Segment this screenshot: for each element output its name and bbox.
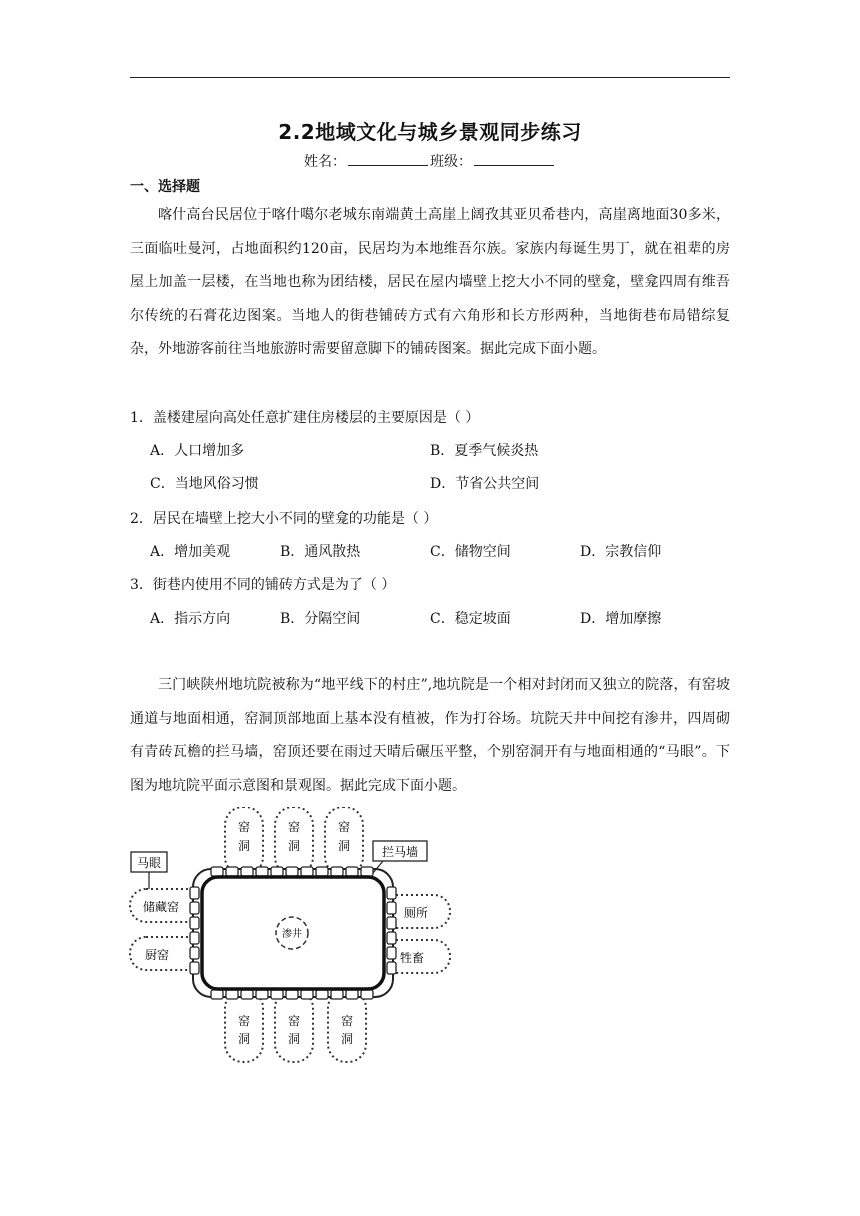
header-rule bbox=[130, 77, 730, 78]
question-2: 2．居民在墙壁上挖大小不同的壁龛的功能是（ ） bbox=[130, 511, 438, 527]
parapet-label: 拦马墙 bbox=[381, 845, 419, 859]
q2-option-d[interactable]: D．宗教信仰 bbox=[580, 544, 662, 560]
q3-option-b[interactable]: B．分隔空间 bbox=[280, 611, 361, 627]
passage-dikengyuan: 三门峡陕州地坑院被称为“地平线下的村庄”,地坑院是一个相对封闭而又独立的院落，有窑坡通道与地面相通，窑洞顶部地面上基本没有植被，作为打谷场。坑院天井中间挖有渗井，四周砌有青砖瓦檐的拦马墙，窑顶还要在雨过天晴后碾压平整，个别窑洞开有与地面相通的“马眼”。下图为地坑院平面示意图和景观图。据此完成下面小题。 bbox=[130, 677, 730, 794]
q3-option-c[interactable]: C．稳定坡面 bbox=[430, 611, 511, 627]
q2-option-a[interactable]: A．增加美观 bbox=[150, 544, 231, 560]
bottom-cave-2-char2: 洞 bbox=[287, 1032, 301, 1046]
dikengyuan-plan-figure bbox=[125, 807, 455, 1076]
ma-yan-label: 马眼 bbox=[136, 856, 162, 870]
q3-option-a[interactable]: A．指示方向 bbox=[150, 611, 231, 627]
question-1: 1．盖楼建屋向高处任意扩建住房楼层的主要原因是（ ） bbox=[130, 410, 480, 426]
q2-option-c[interactable]: C．储物空间 bbox=[430, 544, 511, 560]
bottom-cave-3-char2: 洞 bbox=[340, 1032, 354, 1046]
seepage-well-label: 渗井 bbox=[282, 929, 302, 940]
class-blank[interactable] bbox=[474, 153, 554, 166]
passage-kashgar: 喀什高台民居位于喀什噶尔老城东南端黄土高崖上阔孜其亚贝希巷内，高崖离地面30多米，三面临吐曼河，占地面积约120亩，民居均为本地维吾尔族。家族内每诞生男丁，就在祖辈的房屋上加盖一层楼，在当地也称为团结楼，居民在屋内墙壁上挖大小不同的壁龛，壁龛四周有维吾尔传统的石膏花边图案。当地人的街巷铺砖方式有六角形和长方形两种，当地街巷布局错综复杂，外地游客前往当地旅游时需要留意脚下的铺砖图案。据此完成下面小题。 bbox=[130, 207, 730, 357]
top-cave-3-char2: 洞 bbox=[337, 839, 351, 853]
storage-cave-label: 储藏窑 bbox=[142, 900, 180, 914]
q1-option-c[interactable]: C．当地风俗习惯 bbox=[150, 476, 259, 492]
question-3: 3．街巷内使用不同的铺砖方式是为了（ ） bbox=[130, 577, 396, 593]
top-cave-1-char2: 洞 bbox=[237, 839, 251, 853]
kitchen-cave-label: 厨窑 bbox=[144, 948, 170, 962]
livestock-label: 牲畜 bbox=[399, 951, 425, 965]
class-label: 班级： bbox=[430, 154, 472, 170]
q3-option-d[interactable]: D．增加摩擦 bbox=[580, 611, 662, 627]
name-label: 姓名： bbox=[304, 154, 346, 170]
plan-diagram bbox=[125, 807, 455, 1072]
page-title: 2.2地域文化与城乡景观同步练习 bbox=[278, 120, 582, 144]
top-cave-2-char2: 洞 bbox=[287, 839, 301, 853]
bottom-cave-1-char1: 窑 bbox=[237, 1014, 251, 1028]
bottom-cave-3-char1: 窑 bbox=[340, 1014, 354, 1028]
q1-option-b[interactable]: B．夏季气候炎热 bbox=[430, 443, 539, 459]
q1-option-a[interactable]: A．人口增加多 bbox=[150, 443, 245, 459]
top-cave-3-char1: 窑 bbox=[337, 820, 351, 834]
name-blank[interactable] bbox=[348, 153, 428, 166]
bottom-cave-2-char1: 窑 bbox=[287, 1014, 301, 1028]
top-cave-2-char1: 窑 bbox=[287, 820, 301, 834]
top-cave-1-char1: 窑 bbox=[237, 820, 251, 834]
toilet-label: 厕所 bbox=[403, 906, 429, 920]
section-heading: 一、选择题 bbox=[130, 179, 200, 195]
q2-option-b[interactable]: B．通风散热 bbox=[280, 544, 361, 560]
q1-option-d[interactable]: D．节省公共空间 bbox=[430, 476, 540, 492]
bottom-cave-1-char2: 洞 bbox=[237, 1032, 251, 1046]
name-class-line bbox=[0, 151, 860, 171]
